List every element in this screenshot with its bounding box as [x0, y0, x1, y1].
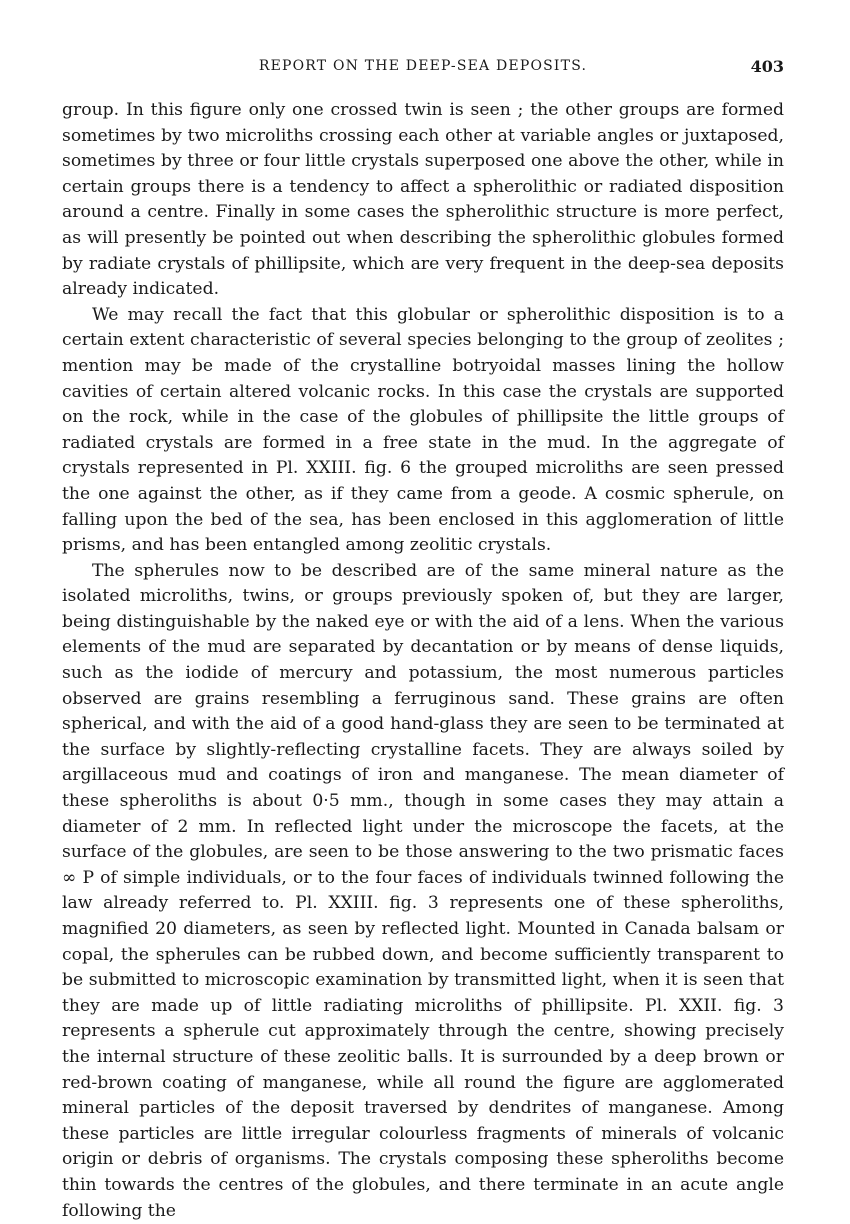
paragraph-2: We may recall the fact that this globular or spherolithic disposition is to a certain extent characteristic of several species belonging to the group of zeolites ; mention may be made of the crystalline botryoidal masses lining the hollow cavities of certain altered volcanic rocks. In this case the crystals are supported on the rock, while in the case of the globules of phillipsite the little groups of radiated crystals are formed in a free state in the mud. In the aggregate of crystals represented in Pl. XXIII. fig. 6 the grouped microliths are seen pressed the one against the other, as if they came from a geode. A cosmic spherule, on falling upon the bed of the sea, has been enclosed in this agglomeration of little prisms, and has been entangled among zeolitic crystals.: [62, 304, 784, 556]
paragraph-1: group. In this figure only one crossed twin is seen ; the other groups are formed sometimes by two microliths crossing each other at variable angles or juxtaposed, sometimes by three or four little crystals superposed one above the other, while in certain groups there is a tendency to affect a spherolithic or radiated disposition around a centre. Finally in some cases the spherolithic structure is more perfect, as will presently be pointed out when describing the spherolithic globules formed by radiate crystals of phillipsite, which are very frequent in the deep-sea deposits already indicated.: [62, 100, 784, 300]
page-header: [62, 58, 784, 88]
page-number: 403: [750, 57, 784, 76]
body-text: [62, 98, 784, 1224]
paragraph-3: The spherules now to be described are of the same mineral nature as the isolated microliths, twins, or groups previously spoken of, but they are larger, being distinguishable by the naked eye or with the aid of a lens. When the various elements of the mud are separated by decantation or by means of dense liquids, such as the iodide of mercury and potassium, the most numerous particles observed are grains resembling a ferruginous sand. These grains are often spherical, and with the aid of a good hand-glass they are seen to be terminated at the surface by slightly-reflecting crystalline facets. They are always soiled by argillaceous mud and coatings of iron and manganese. The mean diameter of these spheroliths is about 0·5 mm., though in some cases they may attain a diameter of 2 mm. In reflected light under the microscope the facets, at the surface of the globules, are seen to be those answering to the two prismatic faces ∞ P of simple individuals, or to the four faces of individuals twinned following the law already referred to. Pl. XXIII. fig. 3 represents one of these spheroliths, magnified 20 diameters, as seen by reflected light. Mounted in Canada balsam or copal, the spherules can be rubbed down, and become sufficiently transparent to be submitted to microscopic examination by transmitted light, when it is seen that they are made up of little radiating microliths of phillipsite. Pl. XXII. fig. 3 represents a spherule cut approximately through the centre, showing precisely the internal structure of these zeolitic balls. It is surrounded by a deep brown or red-brown coating of manganese, while all round the figure are agglomerated mineral particles of the deposit traversed by dendrites of manganese. Among these particles are little irregular colourless fragments of minerals of volcanic origin or debris of organisms. The crystals composing these spheroliths become thin towards the centres of the globules, and there terminate in an acute angle following the: [62, 560, 784, 1221]
running-title: REPORT ON THE DEEP-SEA DEPOSITS.: [258, 58, 588, 74]
document-page: [62, 58, 784, 1224]
